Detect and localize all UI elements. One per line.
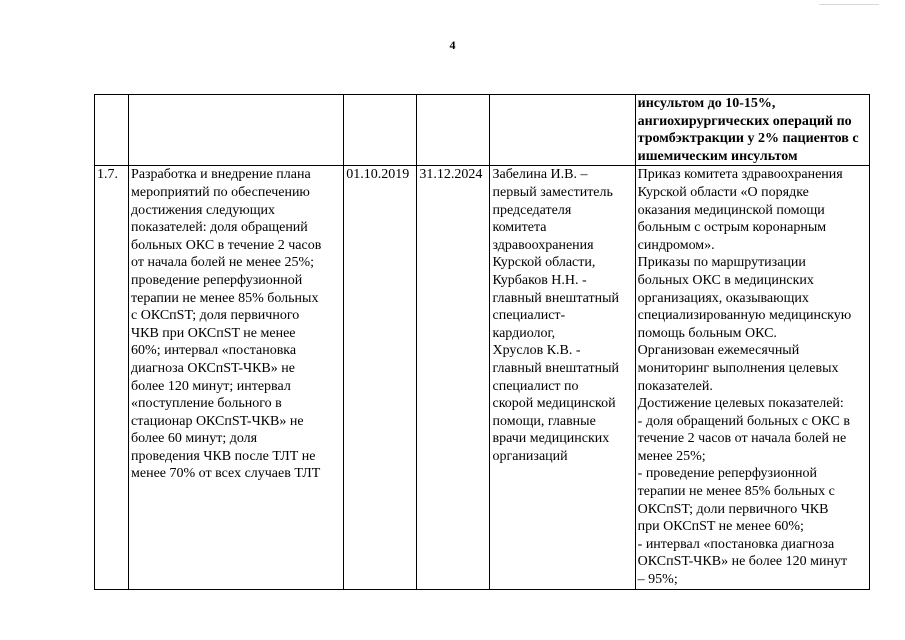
text-line: - проведение реперфузионной (637, 466, 818, 482)
text-line: менее 25%; (637, 448, 706, 464)
text-line: стационар ОКСпST-ЧКВ» не (131, 413, 304, 429)
text-line: Организован ежемесячный (637, 343, 800, 359)
cell-start-date-empty (344, 95, 417, 166)
text-line: Разработка и внедрение плана (131, 167, 311, 183)
text-line: – 95%; (637, 572, 678, 588)
text-line: первый заместитель (492, 184, 613, 200)
text-line: Приказ комитета здравоохранения (637, 167, 843, 183)
text-line: специалист- (492, 308, 566, 324)
cell-end-date-empty (417, 95, 490, 166)
cell-start-date (344, 166, 417, 589)
cell-end-date (417, 166, 490, 589)
text-line: - интервал «постановка диагноза (637, 536, 835, 552)
text-line: при ОКСпST не менее 60%; (637, 519, 804, 535)
text-line: больных ОКС в медицинских (637, 272, 814, 288)
text-line: Курской области, (492, 255, 596, 271)
text-line: проведения ЧКВ после ТЛТ не (131, 448, 316, 464)
text-line: ОКСпST-ЧКВ» не более 120 минут (637, 554, 848, 570)
result-text (638, 166, 867, 588)
text-line: Достижение целевых показателей: (637, 396, 844, 412)
text-line: показателей. (637, 378, 713, 394)
text-line: инсультом до 10-15%, (637, 96, 776, 111)
text-line: более 120 минут; интервал (131, 378, 291, 394)
text-line: председателя (492, 202, 572, 218)
text-line: терапии не менее 85% больных с (637, 484, 835, 500)
text-line: мониторинг выполнения целевых (637, 360, 839, 376)
text-line: «поступление больного в (131, 396, 282, 412)
row-number: 1.7. (97, 167, 118, 183)
cell-description (129, 166, 344, 589)
cell-responsible (490, 166, 635, 589)
text-line: от начала болей не менее 25%; (131, 255, 315, 271)
text-line: оказания медицинской помощи (637, 202, 825, 218)
text-line: ангиохирургических операций по (637, 113, 852, 129)
text-line: организациях, оказывающих (637, 290, 809, 306)
text-line: показателей: доля обращений (131, 220, 308, 236)
result-text-continued (638, 95, 867, 165)
end-date: 31.12.2024 (419, 167, 483, 183)
text-line: Забелина И.В. – (492, 167, 588, 183)
text-line: - доля обращений больных с ОКС в (637, 413, 850, 429)
text-line: с ОКСпST; доля первичного (131, 308, 300, 324)
text-line: главный внештатный (492, 290, 619, 306)
text-line: более 60 минут; доля (131, 431, 258, 447)
text-line: проведение реперфузионной (131, 272, 303, 288)
text-line: врачи медицинских (492, 431, 610, 447)
cell-number (95, 166, 129, 589)
start-date: 01.10.2019 (346, 167, 410, 183)
measures-table (94, 94, 870, 590)
text-line: специалист по (492, 378, 579, 394)
table-row-continued (95, 95, 870, 166)
text-line: тромбэктракции у 2% пациентов с (637, 131, 859, 147)
text-line: специализированную медицинскую (637, 308, 852, 324)
scan-artifact-line (819, 4, 879, 5)
text-line: организаций (492, 448, 568, 464)
page-number: 4 (449, 38, 456, 52)
text-line: Курской области «О порядке (637, 184, 809, 200)
text-line: течение 2 часов от начала болей не (637, 431, 847, 447)
text-line: здравоохранения (492, 237, 594, 253)
text-line: синдромом». (637, 237, 715, 253)
table-row-1-7 (95, 166, 870, 589)
text-line: достижения следующих (131, 202, 276, 218)
text-line: комитета (492, 220, 547, 236)
text-line: больных ОКС в течение 2 часов (131, 237, 322, 253)
cell-result (635, 166, 869, 589)
cell-result-continued (635, 95, 869, 166)
text-line: диагноза ОКСпST-ЧКВ» не (131, 360, 295, 376)
text-line: ОКСпST; доли первичного ЧКВ (637, 501, 829, 517)
cell-responsible-empty (490, 95, 635, 166)
text-line: менее 70% от всех случаев ТЛТ (131, 466, 321, 482)
cell-number-empty (95, 95, 129, 166)
text-line: терапии не менее 85% больных (131, 290, 319, 306)
text-line: кардиолог, (492, 325, 556, 341)
text-line: больным с острым коронарным (637, 220, 827, 236)
text-line: Хруслов К.В. - (492, 343, 581, 359)
text-line: скорой медицинской (492, 396, 616, 412)
text-line: Приказы по маршрутизации (637, 255, 806, 271)
text-line: помощи, главные (492, 413, 596, 429)
text-line: главный внештатный (492, 360, 619, 376)
text-line: ишемическим инсультом (637, 148, 798, 164)
text-line: ЧКВ при ОКСпST не менее (131, 325, 296, 341)
text-line: 60%; интервал «постановка (131, 343, 297, 359)
responsible-text (492, 166, 632, 465)
cell-description-empty (129, 95, 344, 166)
text-line: мероприятий по обеспечению (131, 184, 310, 200)
text-line: Курбаков Н.Н. - (492, 272, 587, 288)
description-text (131, 166, 341, 483)
text-line: помощь больным ОКС. (637, 325, 777, 341)
